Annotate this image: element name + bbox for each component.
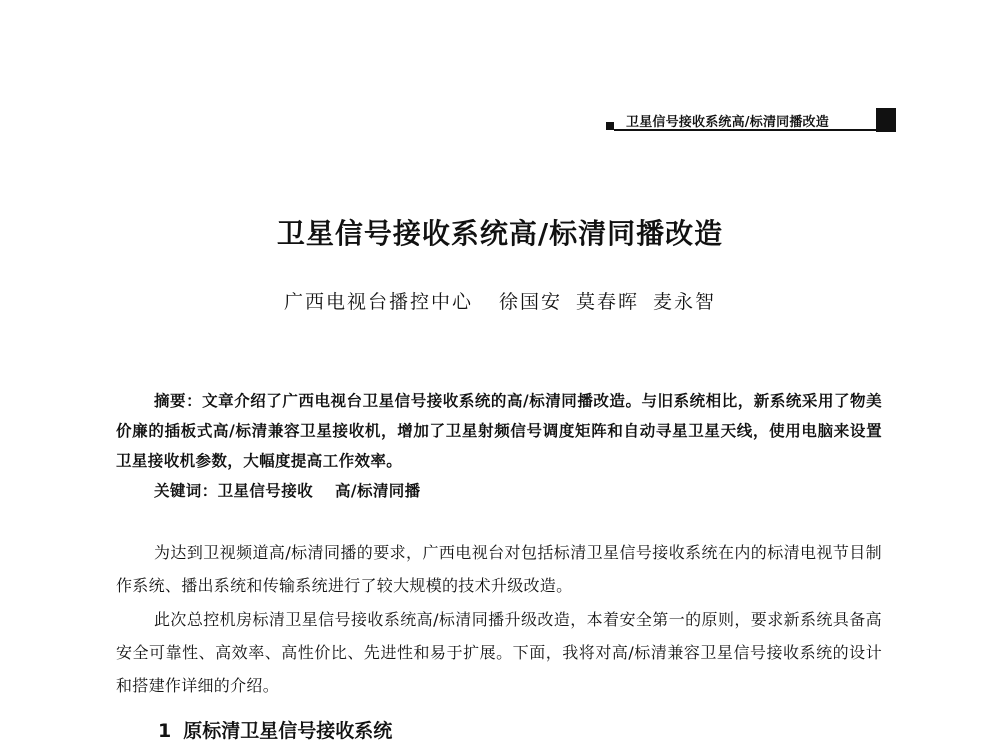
abstract-block [116, 386, 882, 476]
author-line [0, 287, 1000, 314]
abstract-text: 文章介绍了广西电视台卫星信号接收系统的高/标清同播改造。与旧系统相比，新系统采用了物美价廉的插板式高/标清兼容卫星接收机，增加了卫星射频信号调度矩阵和自动寻星卫星天线，使用电脑来设置卫星接收机参数，大幅度提高工作效率。 [116, 391, 882, 470]
abstract-label: 摘要： [154, 392, 203, 410]
section-number: 1 [158, 720, 172, 742]
body-paragraph: 为达到卫视频道高/标清同播的要求，广西电视台对包括标清卫星信号接收系统在内的标清电视节目制作系统、播出系统和传输系统进行了较大规模的技术升级改造。 [116, 543, 882, 595]
keywords-line [154, 476, 421, 506]
header-small-square-ornament [606, 122, 614, 130]
keyword-item: 卫星信号接收 [217, 481, 314, 500]
section-title: 原标清卫星信号接收系统 [183, 720, 393, 742]
keywords-label: 关键词： [154, 482, 218, 500]
keyword-item: 高/标清同播 [335, 481, 421, 500]
author-name: 麦永智 [653, 291, 717, 313]
running-header [606, 108, 896, 134]
body-paragraph: 此次总控机房标清卫星信号接收系统高/标清同播升级改造，本着安全第一的原则，要求新系统具备高安全可靠性、高效率、高性价比、先进性和易于扩展。下面，我将对高/标清兼容卫星信号接收系统的设计和搭建作详细的介绍。 [116, 610, 882, 695]
running-header-text: 卫星信号接收系统高/标清同播改造 [626, 115, 829, 130]
article-title: 卫星信号接收系统高/标清同播改造 [276, 217, 724, 250]
section-heading [158, 716, 392, 743]
author-institution: 广西电视台播控中心 [283, 291, 473, 313]
author-name: 徐国安 [498, 291, 562, 313]
header-large-square-ornament [876, 108, 896, 132]
author-name: 莫春晖 [576, 291, 640, 313]
